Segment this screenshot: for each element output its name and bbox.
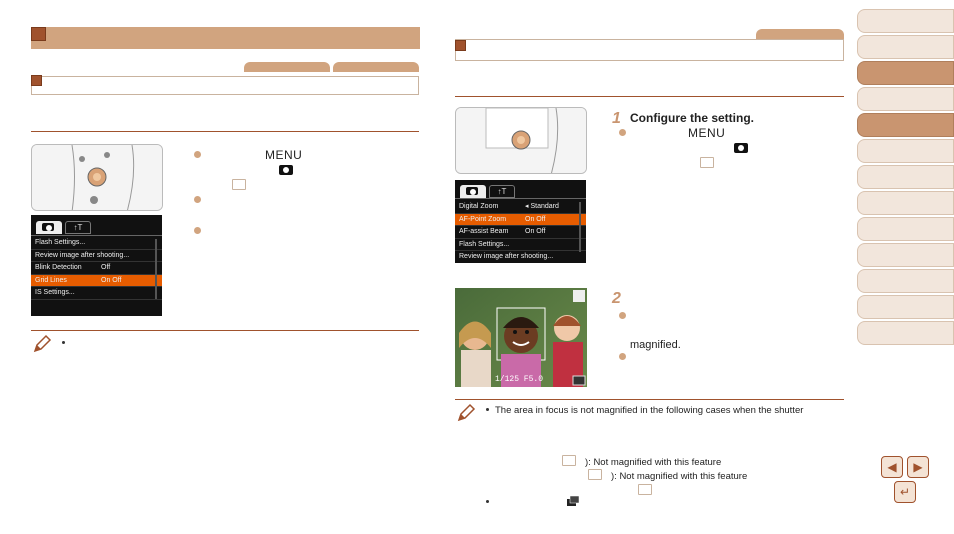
bullet	[619, 353, 626, 360]
step-number: 1	[612, 110, 621, 127]
divider	[31, 330, 419, 331]
menu-item: Blink Detection Off	[31, 262, 162, 275]
note-line: ): Not magnified with this feature	[611, 471, 748, 482]
divider	[31, 131, 419, 132]
subsection-marker-icon	[455, 40, 466, 51]
subsection-header	[455, 39, 844, 61]
bullet	[194, 196, 201, 203]
bullet	[194, 151, 201, 158]
bullet	[619, 129, 626, 136]
arrow-right-icon: ▶	[913, 460, 923, 474]
children-photo	[455, 288, 587, 387]
bullet	[486, 408, 489, 411]
sidebar-tab[interactable]	[857, 191, 954, 215]
menu-item: Flash Settings...	[455, 239, 586, 252]
sidebar-tab[interactable]	[857, 321, 954, 345]
sidebar-tab-active[interactable]	[857, 113, 954, 137]
sidebar-tab[interactable]	[857, 269, 954, 293]
back-button[interactable]	[894, 481, 916, 503]
note-text: The area in focus is not magnified in the following cases when the shutter	[495, 405, 804, 416]
sidebar-tab[interactable]	[857, 217, 954, 241]
sidebar-tab[interactable]	[857, 139, 954, 163]
camera-icon	[42, 223, 54, 231]
menu-tab-bar	[31, 215, 162, 235]
sidebar-tab[interactable]	[857, 295, 954, 319]
page-reference-icon	[638, 484, 652, 495]
page-reference-icon	[232, 179, 246, 190]
sidebar-tab[interactable]	[857, 35, 954, 59]
sidebar-tab[interactable]	[857, 9, 954, 33]
camera-icon	[466, 187, 478, 195]
arrow-left-icon: ◀	[887, 460, 897, 474]
bullet	[486, 500, 489, 503]
right-menu-screenshot	[455, 180, 586, 263]
camera-icon	[734, 143, 748, 153]
subsection-marker-icon	[31, 75, 42, 86]
sidebar-tab-active[interactable]	[857, 61, 954, 85]
return-icon: ↵	[899, 485, 911, 499]
bullet	[194, 227, 201, 234]
section-marker-icon	[31, 27, 46, 41]
step-title: Configure the setting.	[630, 111, 754, 125]
divider	[455, 96, 844, 97]
section-header-bar	[31, 27, 420, 49]
divider	[455, 399, 844, 400]
menu-button-label: MENU	[265, 148, 303, 162]
page-reference-icon	[588, 469, 602, 480]
menu-scrollbar	[155, 239, 157, 299]
exposure-readout: 1/125 F5.0	[495, 375, 544, 384]
menu-item: AF-assist Beam On Off	[455, 226, 586, 239]
menu-button-label: MENU	[688, 126, 726, 140]
menu-scrollbar	[579, 202, 581, 252]
page-reference-icon	[700, 157, 714, 168]
step-text: magnified.	[630, 339, 681, 351]
sidebar-tab[interactable]	[857, 165, 954, 189]
menu-item: Review image after shooting...	[31, 250, 162, 263]
menu-tab-bar	[455, 180, 586, 198]
sidebar-tab[interactable]	[857, 243, 954, 267]
bullet	[62, 341, 65, 344]
menu-item-selected: Grid Lines On Off	[31, 275, 162, 288]
menu-tab-setup-icon: ↑Τ	[65, 221, 91, 234]
menu-item: Digital Zoom ◂ Standard	[455, 201, 586, 214]
subsection-header	[31, 76, 419, 95]
menu-tab-camera	[36, 221, 62, 234]
sidebar-tab[interactable]	[857, 87, 954, 111]
camera-back-image	[31, 144, 163, 211]
pencil-icon	[32, 334, 52, 354]
prev-page-button[interactable]	[881, 456, 903, 478]
menu-item: IS Settings...	[31, 287, 162, 300]
left-menu-screenshot	[31, 215, 162, 316]
menu-item: Flash Settings...	[31, 237, 162, 250]
camera-icon	[279, 165, 293, 175]
mode-icon	[567, 496, 580, 507]
mode-tab	[756, 29, 844, 39]
step-number: 2	[612, 290, 621, 307]
mode-tab-2	[333, 62, 419, 72]
next-page-button[interactable]	[907, 456, 929, 478]
pencil-icon	[456, 403, 476, 423]
camera-back-image	[455, 107, 587, 174]
note-line: ): Not magnified with this feature	[585, 457, 722, 468]
mode-tab-1	[244, 62, 330, 72]
menu-item-selected: AF-Point Zoom On Off	[455, 214, 586, 227]
menu-tab-camera	[460, 185, 486, 198]
bullet	[619, 312, 626, 319]
menu-item: Review image after shooting...	[455, 251, 586, 263]
menu-tab-setup-icon: ↑Τ	[489, 185, 515, 198]
page-reference-icon	[562, 455, 576, 466]
